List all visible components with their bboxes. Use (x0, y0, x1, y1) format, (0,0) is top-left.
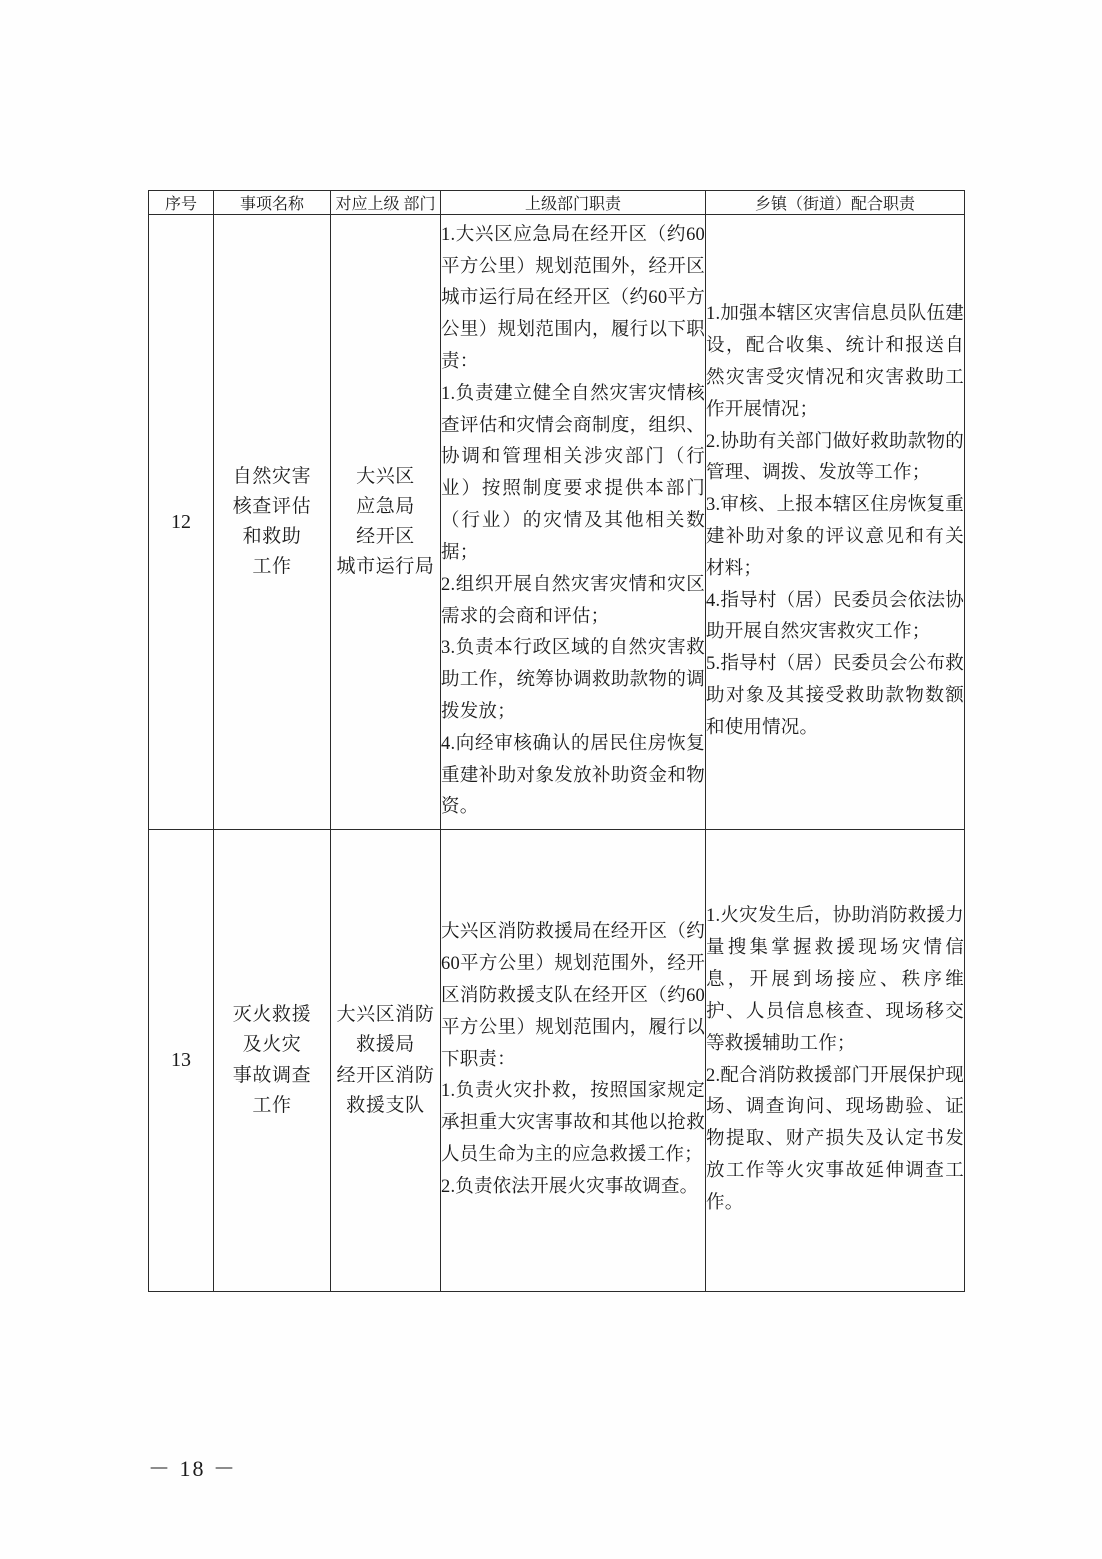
row-upper-department (331, 215, 441, 830)
duty-paragraph: 4.指导村（居）民委员会依法协助开展自然灾害救灾工作； (706, 590, 964, 643)
column-header-upper-department-line1: 对应上级 (335, 196, 400, 213)
upper-department-line: 救援局 (356, 1034, 415, 1056)
column-header-item-name: 事项名称 (214, 191, 331, 215)
upper-department-line: 城市运行局 (336, 556, 435, 578)
duty-paragraph: 5.指导村（居）民委员会公布救助对象及其接受救助款物数额和使用情况。 (706, 654, 964, 738)
item-name-line: 及火灾 (242, 1034, 302, 1056)
table-header-row (149, 191, 965, 215)
column-header-upper-duty: 上级部门职责 (441, 191, 706, 215)
duty-paragraph: 大兴区消防救援局在经开区（约60平方公里）规划范围外，经开区消防救援支队在经开区（约60平方公里）规划范围内，履行以下职责： (441, 922, 705, 1070)
duty-paragraph: 3.负责本行政区域的自然灾害救助工作，统筹协调救助款物的调拨发放； (441, 638, 705, 722)
column-header-upper-department (331, 191, 441, 215)
item-name-line: 和救助 (242, 526, 302, 547)
item-name-line: 事故调查 (232, 1064, 312, 1086)
row-item-name (214, 215, 331, 830)
row-sequence-number: 13 (149, 830, 214, 1292)
table-row (149, 215, 965, 830)
responsibility-table (148, 190, 965, 1292)
column-header-upper-department-line2: 部门 (403, 196, 436, 213)
row-sequence-number: 12 (149, 215, 214, 830)
column-header-township-duty: 乡镇（街道）配合职责 (706, 191, 965, 215)
row-township-duty-text (706, 830, 965, 1292)
duty-paragraph: 3.审核、上报本辖区住房恢复重建补助对象的评议意见和有关材料； (706, 495, 964, 579)
item-name-line: 核查评估 (232, 495, 312, 517)
item-name-line: 工作 (252, 1094, 292, 1116)
duty-paragraph: 2.组织开展自然灾害灾情和灾区需求的会商和评估； (441, 574, 705, 627)
upper-department-line: 救援支队 (346, 1094, 425, 1116)
duty-paragraph: 1.火灾发生后，协助消防救援力量搜集掌握救援现场灾情信息，开展到场接应、秩序维护、人员信息核查、现场移交等救援辅助工作； (706, 906, 964, 1054)
row-item-name (214, 830, 331, 1292)
duty-paragraph: 2.协助有关部门做好救助款物的管理、调拨、发放等工作； (706, 431, 964, 484)
item-name-line: 工作 (252, 556, 292, 578)
duty-paragraph: 2.配合消防救援部门开展保护现场、调查询问、现场勘验、证物提取、财产损失及认定书发放工作等火灾事故延伸调查工作。 (706, 1065, 964, 1213)
item-name-line: 自然灾害 (232, 465, 312, 487)
upper-department-line: 经开区消防 (336, 1064, 435, 1086)
upper-department-line: 大兴区消防 (336, 1004, 435, 1026)
duty-paragraph: 2.负责依法开展火灾事故调查。 (441, 1176, 699, 1197)
row-upper-duty-text (441, 830, 706, 1292)
duty-paragraph: 4.向经审核确认的居民住房恢复重建补助对象发放补助资金和物资。 (441, 733, 705, 818)
table-row (149, 830, 965, 1292)
upper-department-line: 大兴区 (356, 465, 415, 487)
upper-department-line: 经开区 (356, 526, 415, 547)
row-upper-duty-text (441, 215, 706, 830)
item-name-line: 灭火救援 (232, 1004, 312, 1026)
upper-department-line: 应急局 (356, 495, 415, 517)
row-township-duty-text (706, 215, 965, 830)
duty-paragraph: 1.加强本辖区灾害信息员队伍建设，配合收集、统计和报送自然灾害受灾情况和灾害救助工作开展情况； (706, 304, 964, 420)
row-upper-department (331, 830, 441, 1292)
duty-paragraph: 1.大兴区应急局在经开区（约60平方公里）规划范围外，经开区城市运行局在经开区（约60平方公里）规划范围内，履行以下职责： (441, 224, 705, 373)
page-number: － 18 － (148, 1456, 238, 1481)
column-header-sequence: 序号 (149, 191, 214, 215)
duty-paragraph: 1.负责火灾扑救，按照国家规定承担重大灾害事故和其他以抢救人员生命为主的应急救援工作； (441, 1081, 705, 1166)
duty-paragraph: 1.负责建立健全自然灾害灾情核查评估和灾情会商制度，组织、协调和管理相关涉灾部门（行业）按照制度要求提供本部门（行业）的灾情及其他相关数据； (441, 383, 705, 563)
